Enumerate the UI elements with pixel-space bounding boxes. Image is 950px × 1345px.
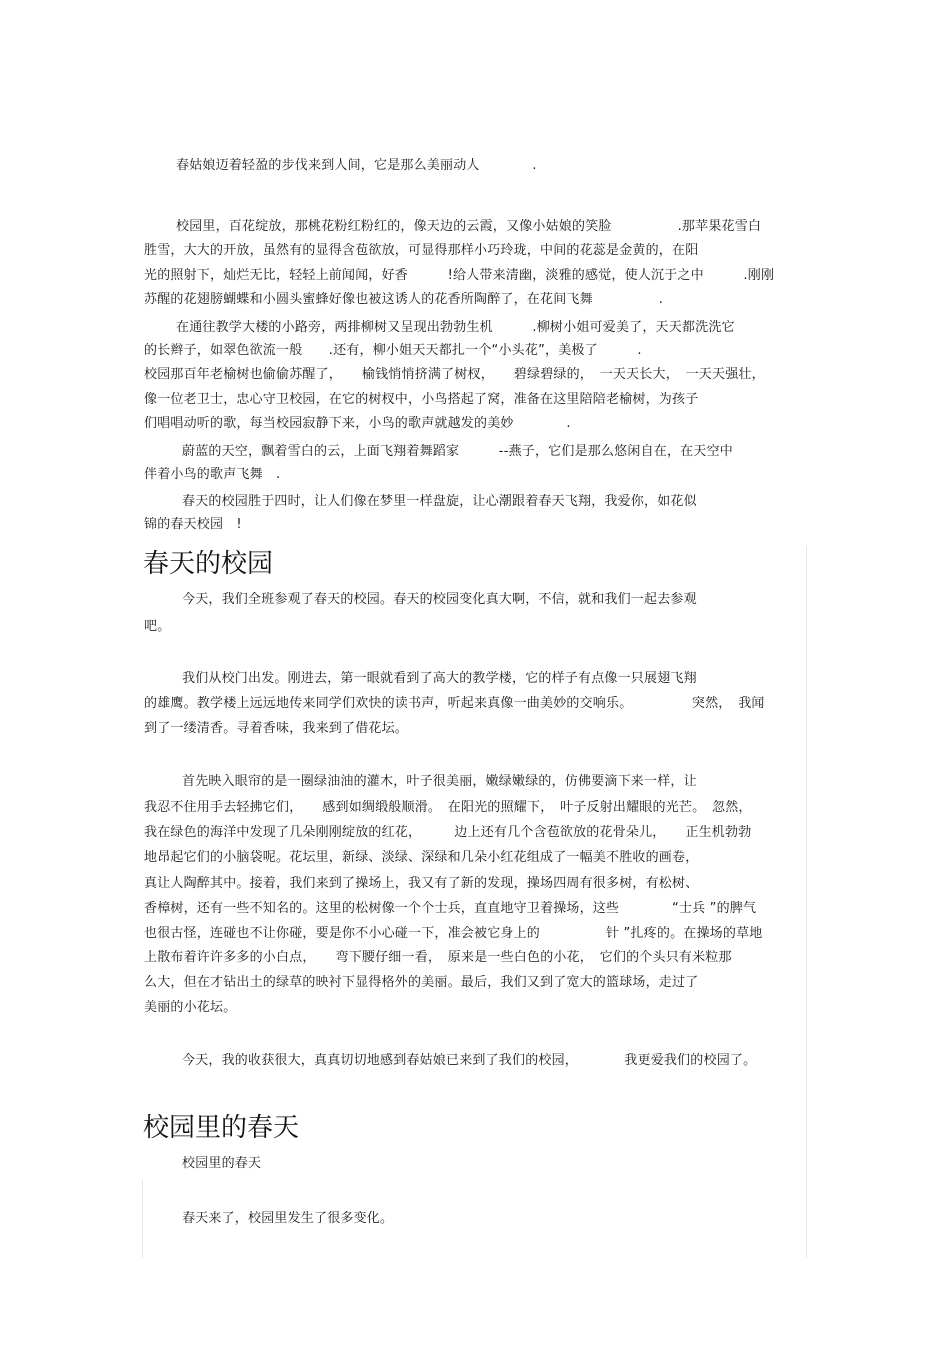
- paragraph-line: 锦的春天校园 !: [144, 517, 242, 532]
- paragraph-line: 香樟树，还有一些不知名的。这里的松树像一个个士兵，直直地守卫着操场，这些 “士兵 ”的脾气: [144, 901, 757, 916]
- paragraph-line: 今天，我的收获很大，真真切切地感到春姑娘已来到了我们的校园， 我更爱我们的校园了。: [182, 1053, 757, 1068]
- paragraph-line: 春天来了，校园里发生了很多变化。: [182, 1211, 394, 1226]
- paragraph-line: 的雄鹰。教学楼上远远地传来同学们欢快的读书声，听起来真像一曲美妙的交响乐。 突然， 我闻: [144, 696, 765, 711]
- paragraph-line: 我忍不住用手去轻拂它们， 感到如绸缎般顺滑。 在阳光的照耀下， 叶子反射出耀眼的光芒。 忽然，: [144, 800, 752, 815]
- paragraph-line: 上散布着许许多多的小白点， 弯下腰仔细一看， 原来是一些白色的小花， 它们的个头只有米粒那: [144, 950, 732, 965]
- paragraph-line: 吧。: [144, 619, 171, 634]
- paragraph-line: 到了一缕清香。寻着香味，我来到了借花坛。: [144, 721, 409, 736]
- paragraph-line: 首先映入眼帘的是一圈绿油油的灌木，叶子很美丽，嫩绿嫩绿的，仿佛要滴下来一样，让: [182, 774, 697, 789]
- paragraph-line: 校园里的春天: [182, 1156, 262, 1171]
- paragraph-line: 我在绿色的海洋中发现了几朵刚刚绽放的红花， 边上还有几个含苞欲放的花骨朵儿， 正生机勃勃: [144, 825, 752, 840]
- paragraph-line: 伴着小鸟的歌声飞舞 .: [144, 467, 281, 482]
- paragraph-line: 胜雪，大大的开放，虽然有的显得含苞欲放，可显得那样小巧玲珑，中间的花蕊是金黄的，在阳: [144, 243, 699, 258]
- paragraph-line: 我们从校门出发。刚进去，第一眼就看到了高大的教学楼，它的样子有点像一只展翅飞翔: [182, 671, 697, 686]
- paragraph-line: 光的照射下，灿烂无比，轻轻上前闻闻，好香 !给人带来清幽，淡雅的感觉，使人沉于之中 .刚刚: [144, 268, 775, 283]
- paragraph-line: 也很古怪，连碰也不让你碰，要是你不小心碰一下，准会被它身上的 针 ”扎疼的。在操场的草地: [144, 926, 763, 941]
- paragraph-line: 苏醒的花翅膀蝴蝶和小圆头蜜蜂好像也被这诱人的花香所陶醉了，在花间飞舞 .: [144, 292, 664, 307]
- paragraph-line: 地昂起它们的小脑袋呢。花坛里，新绿、淡绿、深绿和几朵小红花组成了一幅美不胜收的画卷，: [144, 850, 699, 865]
- paragraph-line: 春天的校园胜于四时，让人们像在梦里一样盘旋，让心潮跟着春天飞翔，我爱你，如花似: [182, 494, 697, 509]
- paragraph-line: 们唱唱动听的歌，每当校园寂静下来，小鸟的歌声就越发的美妙 .: [144, 416, 571, 431]
- paragraph-line: 美丽的小花坛。: [144, 1000, 237, 1015]
- page-border-left: [142, 1180, 143, 1258]
- section-title: 春天的校园: [143, 549, 274, 579]
- paragraph-line: 真让人陶醉其中。接着，我们来到了操场上，我又有了新的发现，操场四周有很多树，有松树、: [144, 876, 699, 891]
- paragraph-line: 蔚蓝的天空，飘着雪白的云，上面飞翔着舞蹈家 --燕子，它们是那么悠闲自在，在天空中: [182, 444, 733, 459]
- paragraph-line: 像一位老卫士，忠心守卫校园，在它的树杈中，小鸟搭起了窝，准备在这里陪陪老榆树，为孩子: [144, 392, 699, 407]
- paragraph-line: 在通往教学大楼的小路旁，两排柳树又呈现出勃勃生机 .柳树小姐可爱美了，天天都洗洗它: [176, 320, 735, 335]
- paragraph-line: 的长辫子，如翠色欲流一般 .还有，柳小姐天天都扎一个“小头花”，美极了 .: [144, 343, 642, 358]
- paragraph-line: 校园里，百花绽放，那桃花粉红粉红的，像天边的云霞，又像小姑娘的笑脸 .那苹果花雪白: [176, 219, 762, 234]
- paragraph-line: 今天，我们全班参观了春天的校园。春天的校园变化真大啊，不信，就和我们一起去参观: [182, 592, 697, 607]
- paragraph-line: 春姑娘迈着轻盈的步伐来到人间，它是那么美丽动人 .: [176, 158, 537, 173]
- paragraph-line: 校园那百年老榆树也偷偷苏醒了， 榆钱悄悄挤满了树杈， 碧绿碧绿的， 一天天长大， 一天天强壮，: [144, 367, 765, 382]
- paragraph-line: 么大，但在才钻出土的绿草的映衬下显得格外的美丽。最后，我们又到了宽大的篮球场，走过了: [144, 975, 699, 990]
- section-title: 校园里的春天: [143, 1113, 300, 1143]
